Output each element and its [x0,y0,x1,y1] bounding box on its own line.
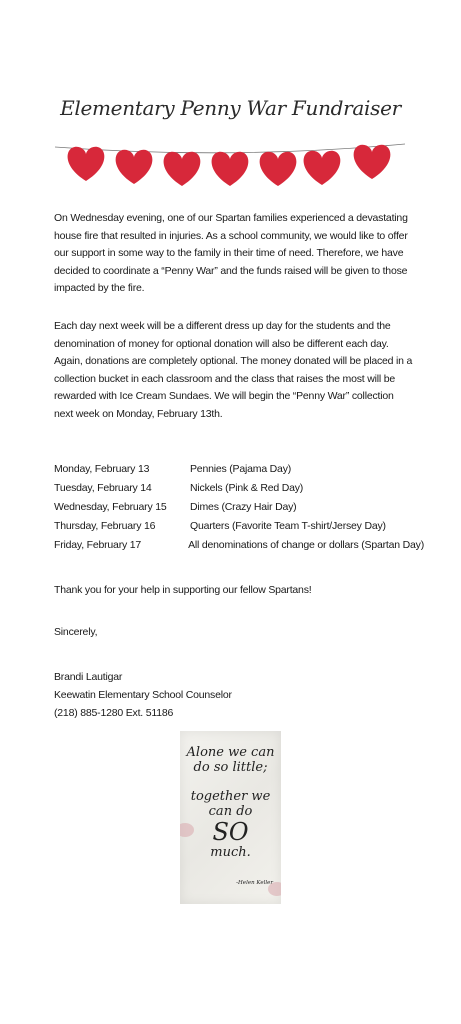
thanks-line: Thank you for your help in supporting our fellow Spartans! [54,584,312,596]
schedule-item: Pennies (Pajama Day) [190,463,292,475]
heart-icon [68,147,105,181]
details-paragraph: Each day next week will be a different dress up day for the students and the denomination of money for optional donation will also be different each day. Again, donations are completely optional. The money donated will be placed in a collection bucket in each classroom and the class that raises the most will be rewarded with Ice Cream Sundaes. We will begin the “Penny War” collection next week on Monday, February 13th. [54,320,413,420]
schedule-row [54,517,424,536]
closing: Sincerely, [54,626,98,638]
heart-icon [164,152,201,186]
heart-banner [50,132,410,192]
signer-phone: (218) 885-1280 Ext. 51186 [54,707,174,719]
page-title: Elementary Penny War Fundraiser [60,96,401,120]
schedule-row [54,536,424,555]
signer-name: Brandi Lautigar [54,671,123,683]
heart-icon [212,152,249,186]
signature-block [54,668,232,722]
schedule-row [54,479,424,498]
quote-author: -Helen Keller [236,880,273,886]
heart-icon [260,152,297,186]
quote-poster [180,731,281,904]
schedule-day: Thursday, February 16 [54,520,156,532]
schedule-row [54,498,424,517]
quote-line-3: SO [212,818,249,846]
schedule-day: Wednesday, February 15 [54,501,167,513]
intro-paragraph: On Wednesday evening, one of our Spartan families experienced a devastating house fire that resulted in injuries. As a school community, we would like to offer our support in some way to the family in their time of need. Therefore, we have decided to coordinate a “Penny War” and the funds raised will be given to those impacted by the fire. [54,212,408,294]
quote-line-1: Alone we can do so little; [186,745,275,775]
heart-icon [116,150,153,184]
schedule-day: Tuesday, February 14 [54,482,152,494]
quote-line-4: much. [210,845,251,860]
schedule-row [54,460,424,479]
schedule-item: Nickels (Pink & Red Day) [190,482,304,494]
schedule-item: All denominations of change or dollars (Spartan Day) [188,539,424,551]
schedule-item: Dimes (Crazy Hair Day) [190,501,297,513]
dress-up-schedule [54,460,424,555]
schedule-item: Quarters (Favorite Team T-shirt/Jersey Day) [190,520,386,532]
quote-line-2: together we can do [190,789,271,819]
signer-role: Keewatin Elementary School Counselor [54,689,232,701]
schedule-day: Monday, February 13 [54,463,150,475]
schedule-day: Friday, February 17 [54,539,142,551]
heart-icon [304,151,341,185]
heart-icon [354,145,391,179]
